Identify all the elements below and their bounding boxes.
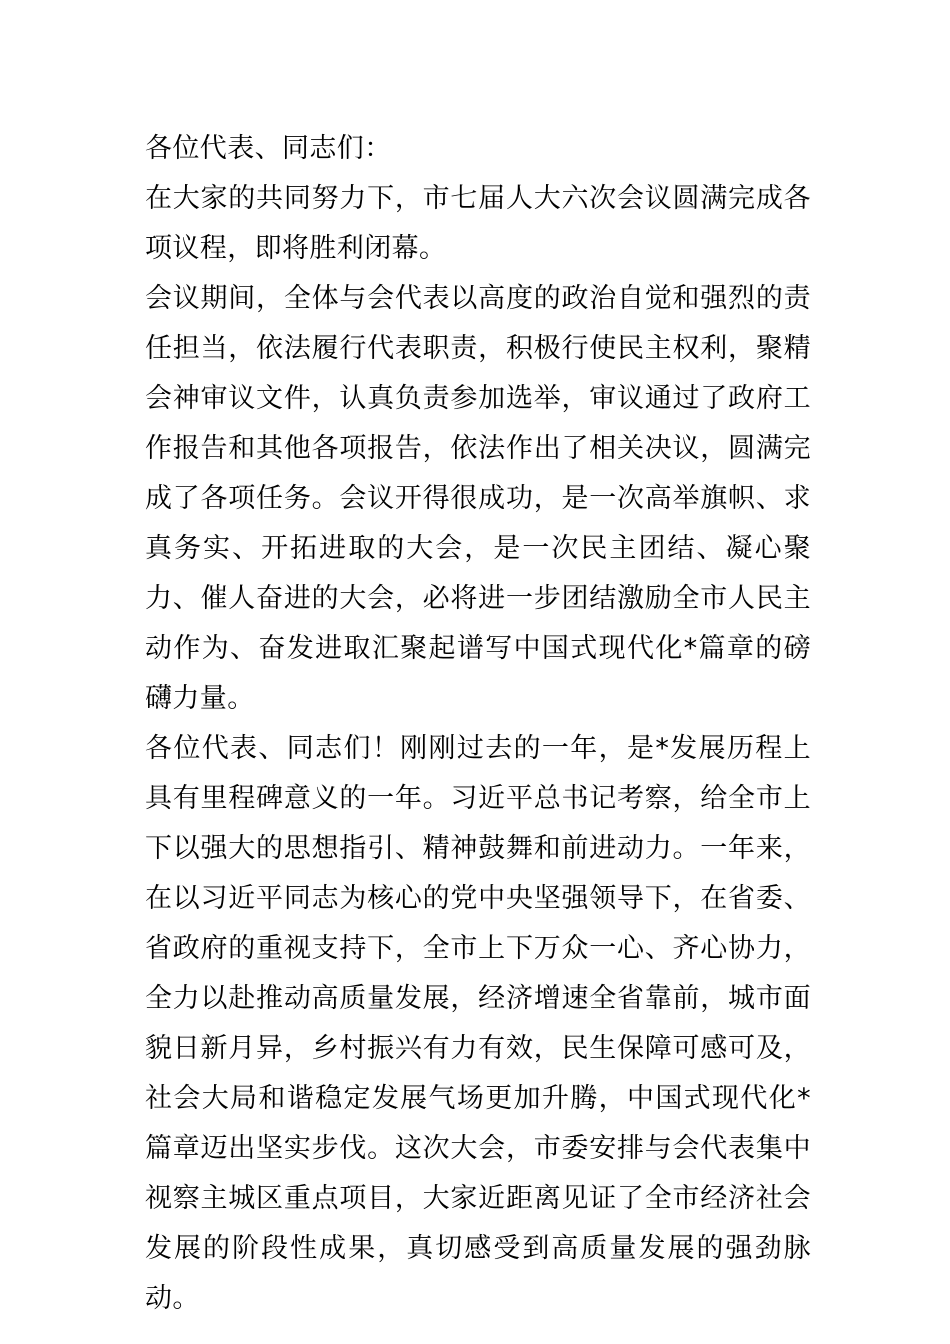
salutation: 各位代表、同志们： [145,133,392,164]
document-body [145,124,811,1324]
paragraph-1: 在大家的共同努力下，市七届人大六次会议圆满完成各项议程，即将胜利闭幕。 [145,183,811,264]
paragraph-3: 各位代表、同志们！刚刚过去的一年，是*发展历程上具有里程碑意义的一年。习近平总书记考察，给全市上下以强大的思想指引、精神鼓舞和前进动力。一年来，在以习近平同志为核心的党中央坚强领导下，在省委、省政府的重视支持下，全市上下万众一心、齐心协力，全力以赴推动高质量发展，经济增速全省靠前，城市面貌日新月异，乡村振兴有力有效，民生保障可感可及，社会大局和谐稳定发展气场更加升腾，中国式现代化*篇章迈出坚实步伐。这次大会，市委安排与会代表集中视察主城区重点项目，大家近距离见证了全市经济社会发展的阶段性成果，真切感受到高质量发展的强劲脉动。 [145,733,811,1314]
paragraph-2: 会议期间，全体与会代表以高度的政治自觉和强烈的责任担当，依法履行代表职责，积极行使民主权利，聚精会神审议文件，认真负责参加选举，审议通过了政府工作报告和其他各项报告，依法作出了相关决议，圆满完成了各项任务。会议开得很成功，是一次高举旗帜、求真务实、开拓进取的大会，是一次民主团结、凝心聚力、催人奋进的大会，必将进一步团结激励全市人民主动作为、奋发进取汇聚起谱写中国式现代化*篇章的磅礴力量。 [145,283,811,714]
